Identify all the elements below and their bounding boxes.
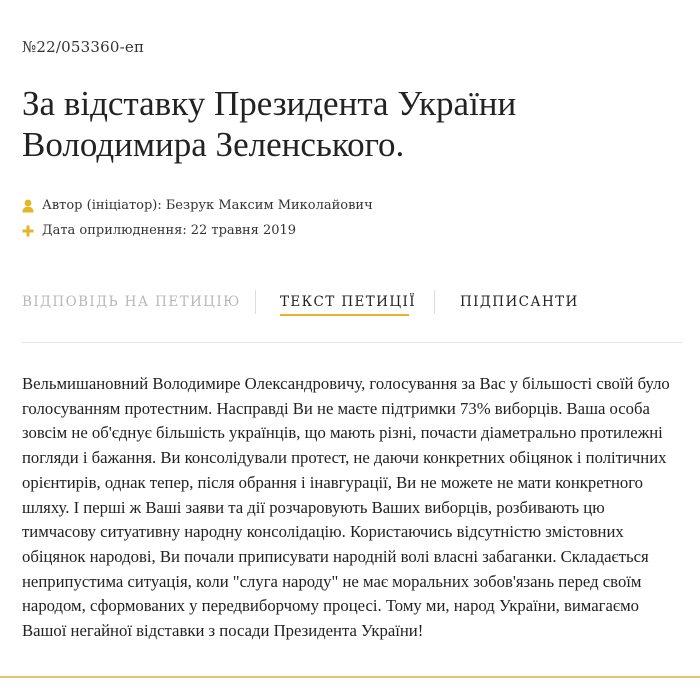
petition-number: №22/053360-еп [22,38,145,56]
bottom-rule [0,676,700,678]
date-value: 22 травня 2019 [190,223,297,238]
active-tab-underline [280,314,409,316]
author-name: Безрук Максим Миколайович [165,198,373,213]
date-row [22,223,682,238]
tab-signers[interactable]: ПІДПИСАНТИ [460,294,579,310]
plus-icon [22,224,34,238]
tab-text[interactable]: ТЕКСТ ПЕТИЦІЇ [280,294,416,310]
tab-separator [434,290,435,314]
section-divider [22,342,682,343]
petition-title: За відставку Президента України Володимира Зеленського. [22,84,517,164]
date-label: Дата оприлюднення: [42,223,187,238]
petition-body: Вельмишановний Володимире Олександровичу, голосування за Вас у більшості своїй було голосуванням протестним. Насправді Ви не маєте підтримки 73% виборців. Ваша особа зовсім не об'єднує більшість українців, що мають різні, почасти діаметрально протилежні погляди і бажання. Ви консолідували протест, не даючи конкретних обіцянок і політичних орієнтирів, однак тепер, після обрання і інавгурації, Ви не можете не мати конкретного шляху. І перші ж Ваші заяви та дії розчаровують Ваших виборців, розбивають цю тимчасову ситуативну народну консолідацію. Користаючись відсутністю змістовних обіцянок народові, Ви почали приписувати народній волі власні забаганки. Складається неприпустима ситуація, коли "слуга народу" не має моральних зобов'язань перед своїм народом, сформованих у передвиборчому процесі. Тому ми, народ України, вимагаємо Вашої негайної відставки з посади Президента України! [22,374,670,641]
author-label: Автор (ініціатор): [42,198,162,213]
petition-tabs [0,288,700,322]
user-icon [22,199,34,213]
author-row [22,198,682,213]
tab-answer[interactable]: ВІДПОВІДЬ НА ПЕТИЦІЮ [22,294,241,310]
tab-separator [255,290,256,314]
